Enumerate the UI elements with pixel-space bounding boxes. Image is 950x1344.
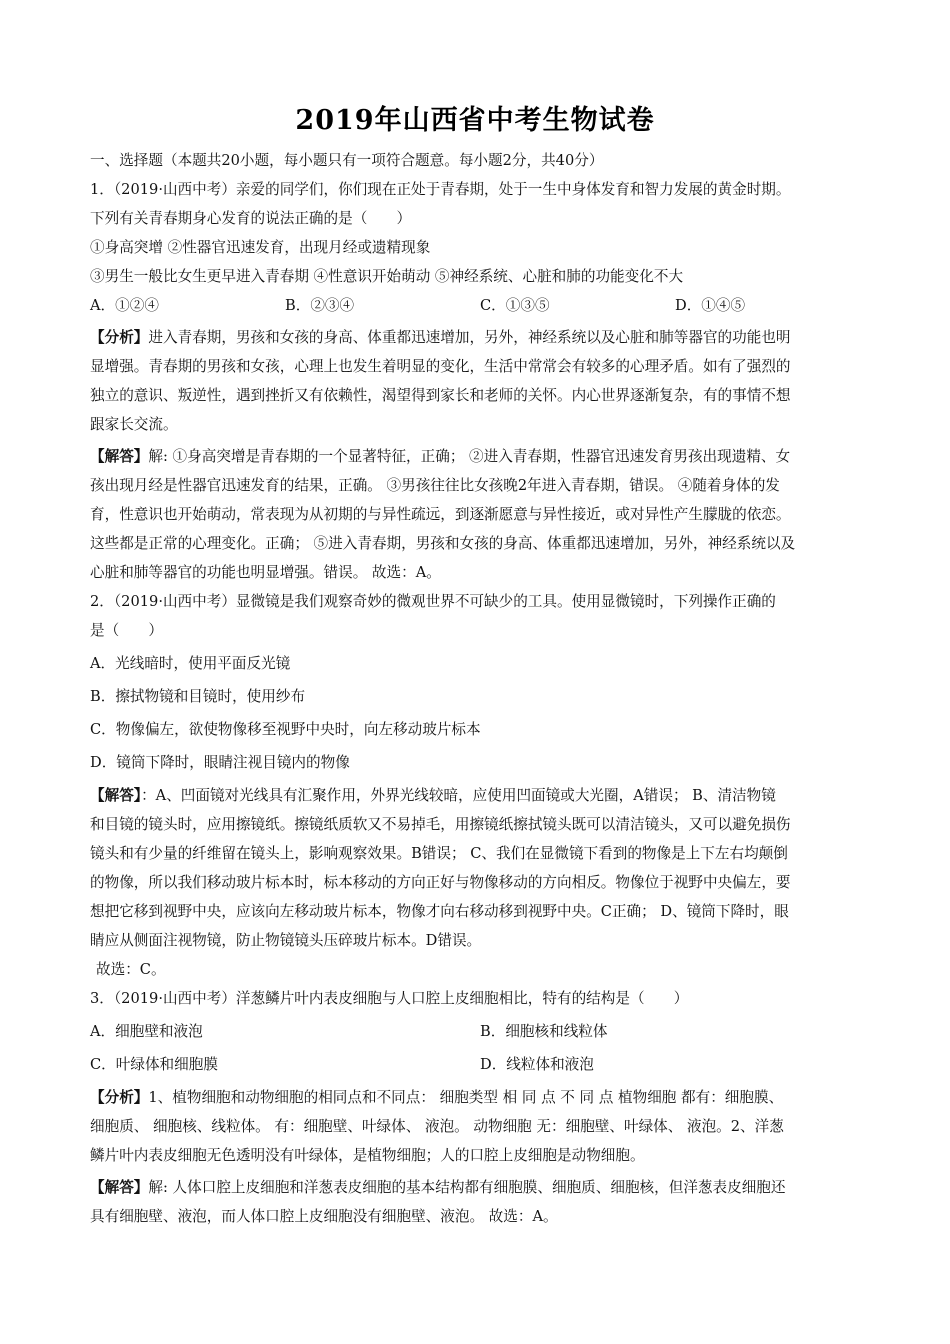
q1-option-a: A．①②④ [90, 297, 159, 314]
section-heading: 一、选择题（本题共20小题，每小题只有一项符合题意。每小题2分，共40分） [90, 152, 604, 169]
q1-option-d: D．①④⑤ [675, 297, 746, 314]
q3-analysis-line-3: 鳞片叶内表皮细胞无色透明没有叶绿体，是植物细胞；人的口腔上皮细胞是动物细胞。 [90, 1147, 645, 1164]
q3-answer-line-1: 【解答】解: 人体口腔上皮细胞和洋葱表皮细胞的基本结构都有细胞膜、细胞质、细胞核，但洋葱表皮细胞还 [90, 1179, 786, 1196]
document-body [90, 146, 870, 1231]
q2-option-b: B．擦拭物镜和目镜时，使用纱布 [90, 688, 306, 705]
question-3 [90, 984, 870, 1231]
question-2 [90, 587, 870, 984]
q1-answer-line-3: 育，性意识也开始萌动，常表现为从初期的与异性疏远，到逐渐愿意与异性接近，或对异性产生朦胧的依恋。 [90, 506, 791, 523]
q3-answer-label: 【解答】 [90, 1179, 149, 1196]
q3-answer-line-2: 具有细胞壁、液泡，而人体口腔上皮细胞没有细胞壁、液泡。 故选：A。 [90, 1208, 558, 1225]
q2-answer-label: 【解答】 [90, 787, 142, 804]
q3-options-row-2 [90, 1050, 870, 1079]
q1-items-line-2: ③男生一般比女生更早进入青春期 ④性意识开始萌动 ⑤神经系统、心脏和肺的功能变化不大 [90, 268, 684, 285]
q2-stem-line-1: 2．（2019·山西中考）显微镜是我们观察奇妙的微观世界不可缺少的工具。使用显微镜时，下列操作正确的 [90, 593, 776, 610]
q1-options [90, 291, 870, 320]
q2-answer-line-3: 镜头和有少量的纤维留在镜头上，影响观察效果。B错误； C、我们在显微镜下看到的物像是上下左右均颠倒 [90, 845, 788, 862]
q3-analysis-line-1: 【分析】1、植物细胞和动物细胞的相同点和不同点： 细胞类型 相 同 点 不 同 点 植物细胞 都有：细胞膜、 [90, 1089, 784, 1106]
q1-analysis-label: 【分析】 [90, 329, 149, 346]
q3-analysis-line-2: 细胞质、 细胞核、线粒体。 有：细胞壁、叶绿体、 液泡。 动物细胞 无：细胞壁、叶绿体、 液泡。2、洋葱 [90, 1118, 784, 1135]
q3-options-row-1 [90, 1017, 870, 1046]
q3-stem: 3．（2019·山西中考）洋葱鳞片叶内表皮细胞与人口腔上皮细胞相比，特有的结构是（ ） [90, 990, 689, 1007]
q1-analysis-line-1: 【分析】进入青春期，男孩和女孩的身高、体重都迅速增加，另外，神经系统以及心脏和肺等器官的功能也明 [90, 329, 791, 346]
q1-analysis-line-2: 显增强。青春期的男孩和女孩，心理上也发生着明显的变化，生活中常常会有较多的心理矛盾。如有了强烈的 [90, 358, 791, 375]
question-1 [90, 175, 870, 587]
q1-analysis-line-3: 独立的意识、叛逆性，遇到挫折又有依赖性，渴望得到家长和老师的关怀。内心世界逐渐复杂，有的事情不想 [90, 387, 791, 404]
q1-items-line-1: ①身高突增 ②性器官迅速发育，出现月经或遗精现象 [90, 239, 431, 256]
q1-answer-line-4: 这些都是正常的心理变化。正确； ⑤进入青春期，男孩和女孩的身高、体重都迅速增加，另外，神经系统以及 [90, 535, 796, 552]
q1-answer-line-5: 心脏和肺等器官的功能也明显增强。错误。 故选：A。 [90, 564, 441, 581]
q2-answer-line-5: 想把它移到视野中央，应该向左移动玻片标本，物像才向右移动移到视野中央。C正确； D、镜筒下降时，眼 [90, 903, 789, 920]
q3-option-c: C．叶绿体和细胞膜 [90, 1056, 218, 1073]
q1-stem-line-1: 1．（2019·山西中考）亲爱的同学们，你们现在正处于青春期，处于一生中身体发育和智力发展的黄金时期。 [90, 181, 791, 198]
q3-option-d: D．线粒体和液泡 [480, 1056, 594, 1073]
q1-stem-line-2: 下列有关青春期身心发育的说法正确的是（ ） [90, 210, 412, 227]
page-title: 2019年山西省中考生物试卷 [295, 105, 655, 136]
q3-option-b: B．细胞核和线粒体 [480, 1023, 608, 1040]
q1-answer-label: 【解答】 [90, 448, 149, 465]
q2-answer-line-1: 【解答】：A、凹面镜对光线具有汇聚作用，外界光线较暗，应使用凹面镜或大光圈，A错误； B、清洁物镜 [90, 787, 776, 804]
q2-option-c: C．物像偏左，欲使物像移至视野中央时，向左移动玻片标本 [90, 721, 481, 738]
q2-answer-line-6: 睛应从侧面注视物镜，防止物镜镜头压碎玻片标本。D错误。 [90, 932, 482, 949]
q3-option-a: A．细胞壁和液泡 [90, 1023, 203, 1040]
q3-analysis-label: 【分析】 [90, 1089, 149, 1106]
q2-answer-final: 故选：C。 [96, 961, 166, 978]
q1-answer-line-1: 【解答】解: ①身高突增是青春期的一个显著特征，正确； ②进入青春期，性器官迅速发育男孩出现遗精、女 [90, 448, 791, 465]
q2-answer-line-4: 的物像，所以我们移动玻片标本时，标本移动的方向正好与物像移动的方向相反。物像位于视野中央偏左，要 [90, 874, 791, 891]
q1-option-c: C．①③⑤ [480, 297, 550, 314]
q2-answer-line-2: 和目镜的镜头时，应用擦镜纸。擦镜纸质软又不易掉毛，用擦镜纸擦拭镜头既可以清洁镜头，又可以避免损伤 [90, 816, 791, 833]
q2-option-a: A．光线暗时，使用平面反光镜 [90, 655, 291, 672]
q1-analysis-line-4: 跟家长交流。 [90, 416, 178, 433]
q1-option-b: B．②③④ [285, 297, 355, 314]
q2-stem-line-2: 是（ ） [90, 622, 163, 639]
q2-option-d: D．镜筒下降时，眼睛注视目镜内的物像 [90, 754, 350, 771]
q1-answer-line-2: 孩出现月经是性器官迅速发育的结果，正确。 ③男孩往往比女孩晚2年进入青春期，错误。 ④随着身体的发 [90, 477, 780, 494]
